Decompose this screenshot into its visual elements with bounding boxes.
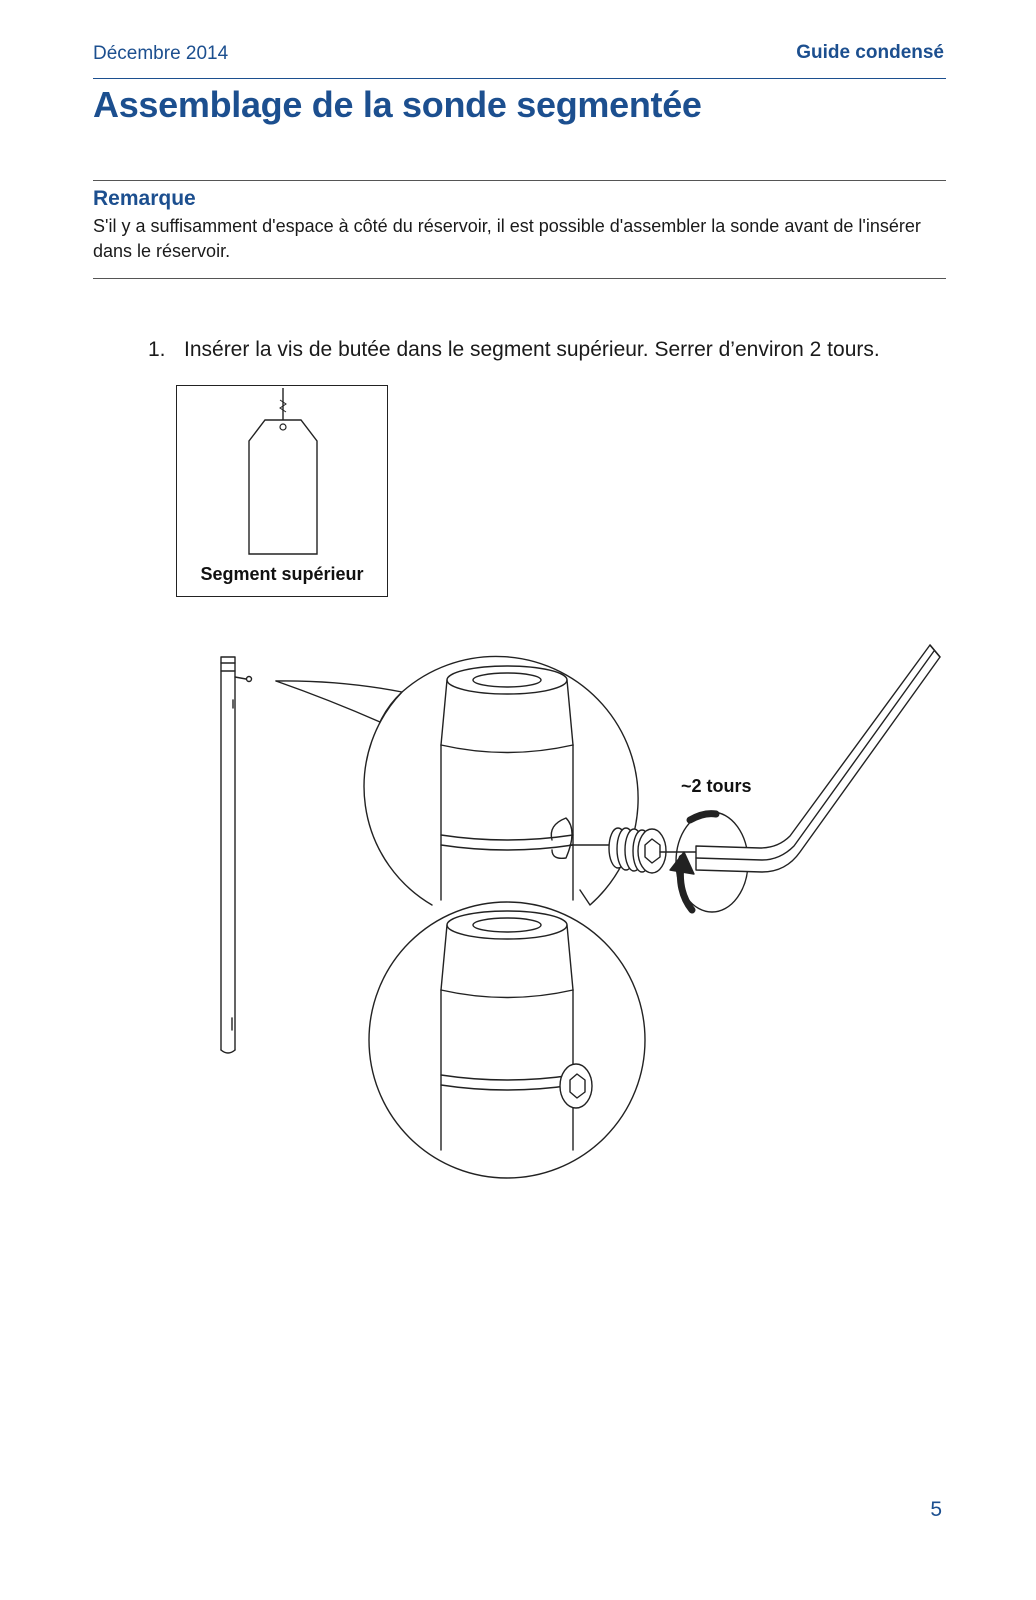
detail-circle-upper: [364, 656, 638, 905]
header-guide-title: Guide condensé: [796, 42, 944, 63]
note-top-rule: [93, 180, 946, 181]
step-number: 1.: [148, 338, 166, 361]
header-rule: [93, 78, 946, 79]
hex-key: [660, 645, 940, 872]
segment-tag-icon: [177, 386, 387, 561]
segment-label: Segment supérieur: [200, 564, 364, 584]
note-heading: Remarque: [93, 187, 196, 210]
step-1: [148, 338, 880, 362]
assembly-illustration: [200, 630, 950, 1190]
header-date: Décembre 2014: [93, 43, 229, 64]
probe-segment: [221, 657, 252, 1053]
note-body: S'il y a suffisamment d'espace à côté du réservoir, il est possible d'assembler la sonde avant de l'insérer dans le réservoir.: [93, 216, 921, 261]
page-title: Assemblage de la sonde segmentée: [93, 84, 702, 125]
segment-legend-box: [176, 385, 388, 597]
turns-label: ~2 tours: [681, 776, 752, 796]
note-bottom-rule: [93, 278, 946, 279]
set-screw: [609, 828, 666, 873]
detail-circle-lower: [369, 902, 645, 1178]
step-text: Insérer la vis de butée dans le segment supérieur. Serrer d’environ 2 tours.: [184, 338, 880, 361]
page-number: 5: [930, 1498, 942, 1521]
